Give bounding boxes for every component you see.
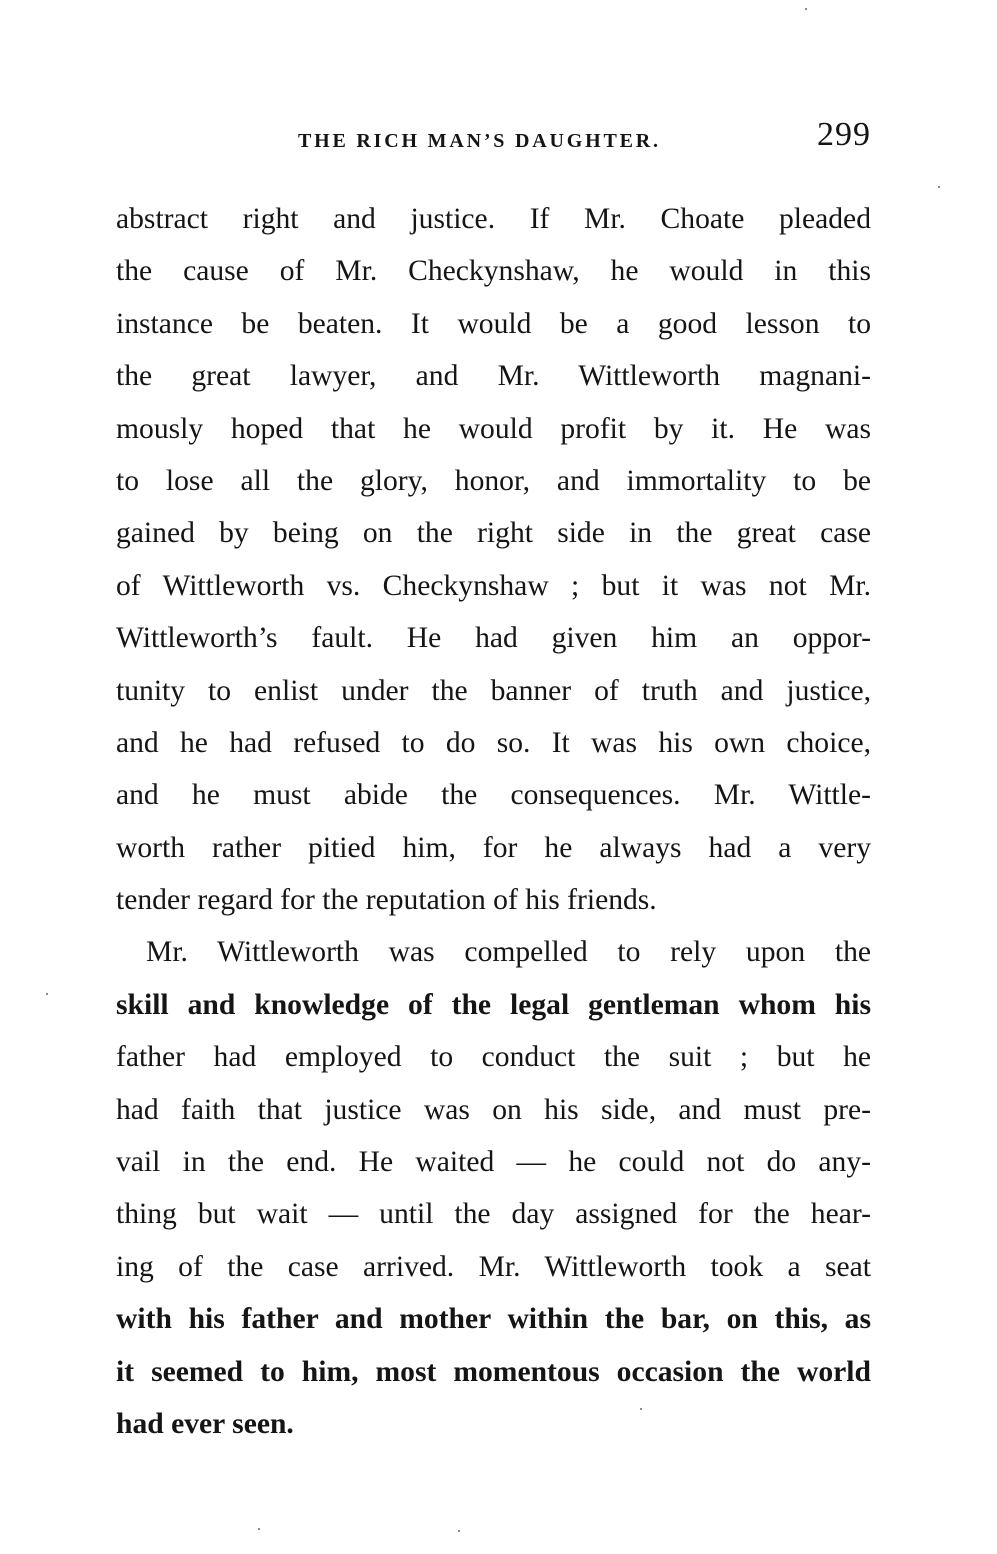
text-line: skill and knowledge of the legal gentleman whom his	[116, 988, 871, 1021]
text-line: Mr. Wittleworth was compelled to rely upon the	[146, 936, 871, 969]
text-line: tunity to enlist under the banner of truth and justice,	[116, 674, 871, 707]
text-line: ing of the case arrived. Mr. Wittleworth took a seat	[116, 1250, 871, 1283]
paper-speck	[46, 993, 48, 995]
text-line: mously hoped that he would profit by it. He was	[116, 412, 871, 445]
text-line: with his father and mother within the bar, on this, as	[116, 1303, 871, 1336]
paper-speck	[805, 8, 807, 10]
running-head	[116, 118, 871, 154]
text-line: and he must abide the consequences. Mr. Wittle-	[116, 779, 871, 812]
text-line: to lose all the glory, honor, and immortality to be	[116, 464, 871, 497]
text-line: the great lawyer, and Mr. Wittleworth magnani-	[116, 360, 871, 393]
text-line: worth rather pitied him, for he always had a very	[116, 831, 871, 864]
text-line: father had employed to conduct the suit ; but he	[116, 1041, 871, 1074]
paper-speck	[938, 186, 940, 188]
body-text	[116, 193, 871, 1450]
paper-speck	[458, 1530, 460, 1532]
text-line: abstract right and justice. If Mr. Choate pleaded	[116, 203, 871, 235]
page-number: 299	[817, 116, 871, 153]
text-line: vail in the end. He waited — he could not do any-	[116, 1146, 871, 1179]
running-title: THE RICH MAN’S DAUGHTER.	[298, 130, 661, 152]
text-line: Wittleworth’s fault. He had given him an oppor-	[116, 622, 871, 655]
text-line: had faith that justice was on his side, and must pre-	[116, 1093, 871, 1126]
text-line: tender regard for the reputation of his friends.	[116, 884, 657, 917]
text-line: instance be beaten. It would be a good lesson to	[116, 307, 871, 340]
text-line: the cause of Mr. Checkynshaw, he would in this	[116, 255, 871, 288]
text-line: of Wittleworth vs. Checkynshaw ; but it was not Mr.	[116, 569, 871, 602]
text-line: it seemed to him, most momentous occasion the world	[116, 1355, 871, 1388]
paper-speck	[258, 1528, 260, 1530]
text-line: gained by being on the right side in the great case	[116, 517, 871, 550]
text-line: and he had refused to do so. It was his own choice,	[116, 726, 871, 759]
paper-speck	[640, 1408, 642, 1410]
text-line: had ever seen.	[116, 1407, 294, 1440]
text-line: thing but wait — until the day assigned for the hear-	[116, 1198, 871, 1231]
